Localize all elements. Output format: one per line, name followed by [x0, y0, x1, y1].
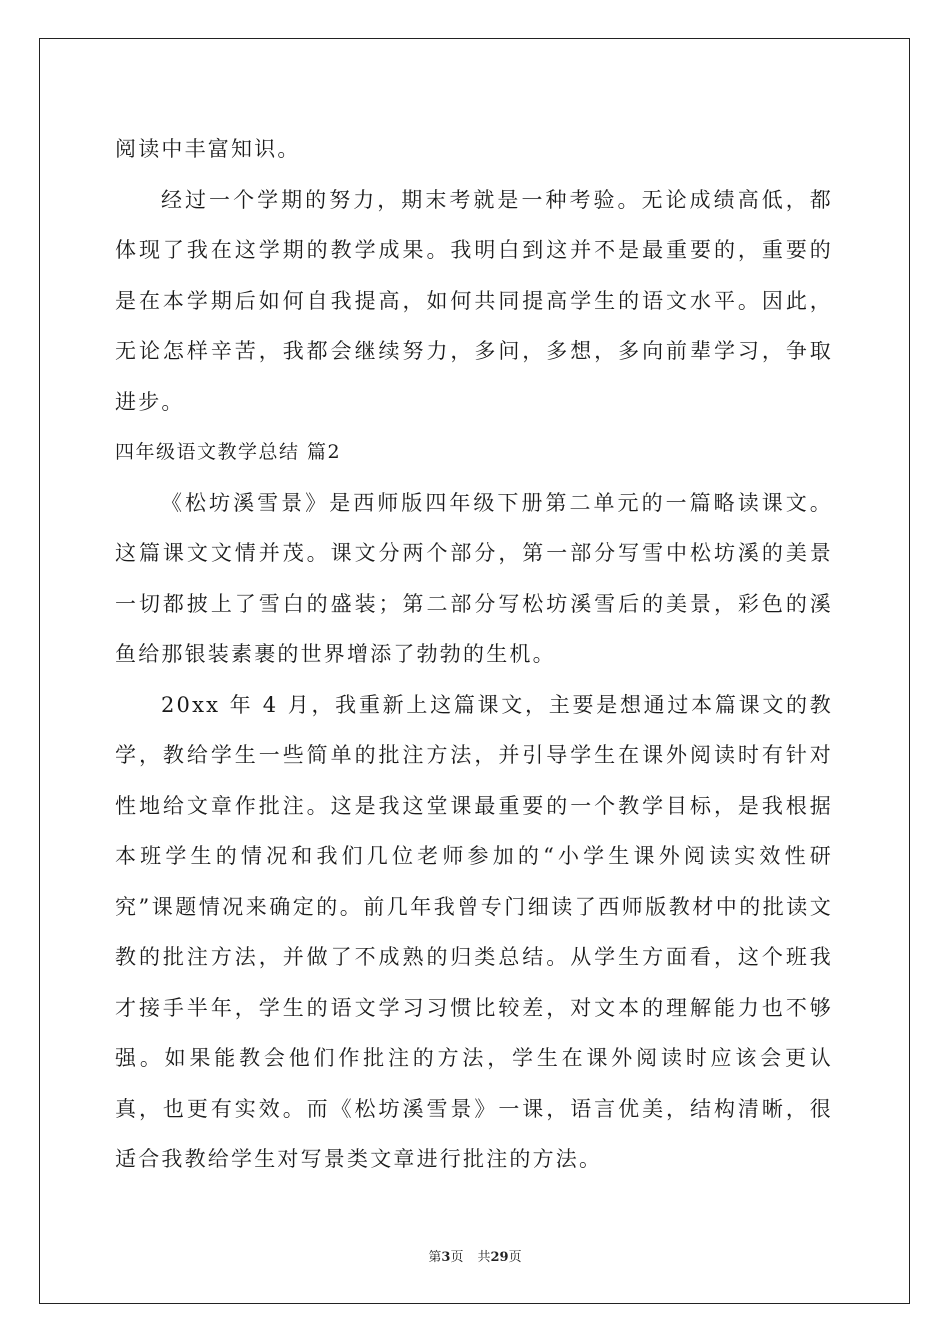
footer-total-pages: 29	[490, 1250, 509, 1265]
footer-page-suffix: 页	[450, 1250, 464, 1265]
footer-page-number: 3	[441, 1250, 451, 1265]
section-heading: 四年级语文教学总结 篇2	[115, 441, 342, 463]
paragraph-3: 《松坊溪雪景》是西师版四年级下册第二单元的一篇略读课文。这篇课文文情并茂。课文分两个部分，第一部分写雪中松坊溪的美景一切都披上了雪白的盛装；第二部分写松坊溪雪后的美景，彩色的溪鱼给那银装素裹的世界增添了勃勃的生机。	[115, 490, 833, 666]
paragraph-1: 阅读中丰富知识。	[115, 137, 301, 161]
footer-total-suffix: 页	[508, 1250, 522, 1265]
page-footer	[0, 1246, 950, 1265]
footer-total-prefix: 共	[477, 1250, 491, 1265]
paragraph-4: 20xx 年 4 月，我重新上这篇课文，主要是想通过本篇课文的教学，教给学生一些简单的批注方法，并引导学生在课外阅读时有针对性地给文章作批注。这是我这堂课最重要的一个教学目标，是我根据本班学生的情况和我们几位老师参加的“小学生课外阅读实效性研究”课题情况来确定的。前几年我曾专门细读了西师版教材中的批读文教的批注方法，并做了不成熟的归类总结。从学生方面看，这个班我才接手半年，学生的语文学习习惯比较差，对文本的理解能力也不够强。如果能教会他们作批注的方法，学生在课外阅读时应该会更认真，也更有实效。而《松坊溪雪景》一课，语言优美，结构清晰，很适合我教给学生对写景类文章进行批注的方法。	[115, 692, 833, 1171]
document-body	[115, 124, 833, 1185]
paragraph-2: 经过一个学期的努力，期末考就是一种考验。无论成绩高低，都体现了我在这学期的教学成果。我明白到这并不是最重要的，重要的是在本学期后如何自我提高，如何共同提高学生的语文水平。因此，无论怎样辛苦，我都会继续努力，多问，多想，多向前辈学习，争取进步。	[115, 187, 833, 414]
footer-page-prefix: 第	[428, 1250, 442, 1265]
